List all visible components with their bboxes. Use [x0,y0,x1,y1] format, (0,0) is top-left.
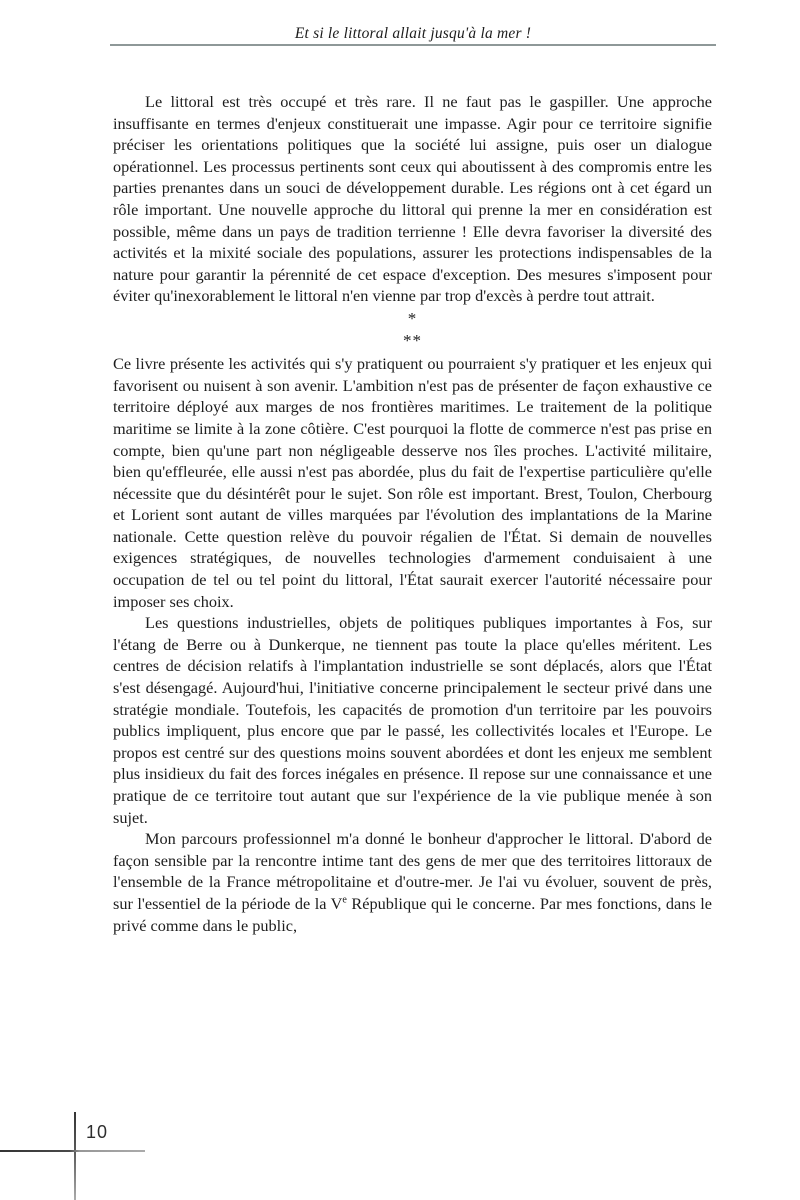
asterisk-line-1: * [407,308,418,328]
paragraph-4-text-before: Mon parcours professionnel m'a donné le bonheur d'approcher le littoral. D'abord de façon sensible par la rencontre intime tant des gens de mer que des territoires littoraux de l'ensemble de la France métropolitaine et d'outre-mer. Je l'ai vu évoluer, souvent de près, sur l'essentiel de la période de la V [113,829,712,913]
asterisk-separator [113,308,712,351]
paragraph-4 [113,828,712,936]
paragraph-1: Le littoral est très occupé et très rare. Il ne faut pas le gaspiller. Une approche insuffisante en termes d'enjeux constituerait une impasse. Agir pour ce territoire signifie préciser les orientations politiques que la société lui assigne, puis oser un dialogue opérationnel. Les processus pertinents sont ceux qui aboutissent à des compromis entre les parties prenantes dans un souci de développement durable. Les régions ont à cet égard un rôle important. Une nouvelle approche du littoral qui prenne la mer en considération est possible, même dans un pays de tradition terrienne ! Elle devra favoriser la diversité des activités et la mixité sociale des populations, assurer les protections indispensables de la nature pour garantir la pérennité de cet espace d'exception. Des mesures s'imposent pour éviter qu'inexorablement le littoral n'en vienne par trop d'excès à perdre tout attrait. [113,92,712,306]
paragraph-3: Les questions industrielles, objets de politiques publiques importantes à Fos, sur l'étang de Berre ou à Dunkerque, ne tiennent pas toute la place qu'elles méritent. Les centres de décision relatifs à l'implantation industrielle se sont déplacés, alors que l'État s'est désengagé. Aujourd'hui, l'initiative concerne principalement le secteur privé dans une stratégie mondiale. Toutefois, les capacités de promotion d'un territoire par les pouvoirs publics impliquent, plus encore que par le passé, les collectivités locales et l'Europe. Le propos est centré sur des questions moins souvent abordées et dont les enjeux me semblent plus insidieux du fait des forces inégales en présence. Il repose sur une connaissance et une pratique de ce territoire tout autant que sur l'expérience de la vie publique menée à son sujet. [113,613,712,827]
body-text [113,91,712,936]
paragraph-4-superscript: e [342,894,347,906]
page-number: 10 [86,1122,109,1142]
running-header-title: Et si le littoral allait jusqu'à la mer ! [294,25,532,42]
paragraph-2: Ce livre présente les activités qui s'y pratiquent ou pourraient s'y pratiquer et les enjeux qui favorisent ou nuisent à son avenir. L'ambition n'est pas de présenter de façon exhaustive ce territoire déployé aux marges de nos frontières maritimes. Le traitement de la politique maritime se limite à la zone côtière. C'est pourquoi la flotte de commerce n'est pas prise en compte, bien qu'une part non négligeable desserve nos îles proches. L'activité militaire, bien qu'effleurée, elle aussi n'est pas abordée, plus du fait de l'expertise particulière qu'elle nécessite que du désintérêt pour le sujet. Son rôle est important. Brest, Toulon, Cherbourg et Lorient sont autant de villes marquées par l'évolution des implantations de la Marine nationale. Cette question relève du pouvoir régalien de l'État. Si demain de nouvelles exigences stratégiques, de nouvelles technologies d'armement conduisaient à une occupation de tel ou tel point du littoral, l'État saurait exercer l'autorité nécessaire pour imposer ses choix. [113,354,712,611]
crop-mark-vertical [74,1112,76,1200]
crop-mark-horizontal [0,1150,145,1152]
running-header [110,24,716,46]
paragraph-4-text-after: République qui le concerne. Par mes fonctions, dans le privé comme dans le public, [113,893,712,935]
asterisk-line-2: ** [403,330,422,350]
